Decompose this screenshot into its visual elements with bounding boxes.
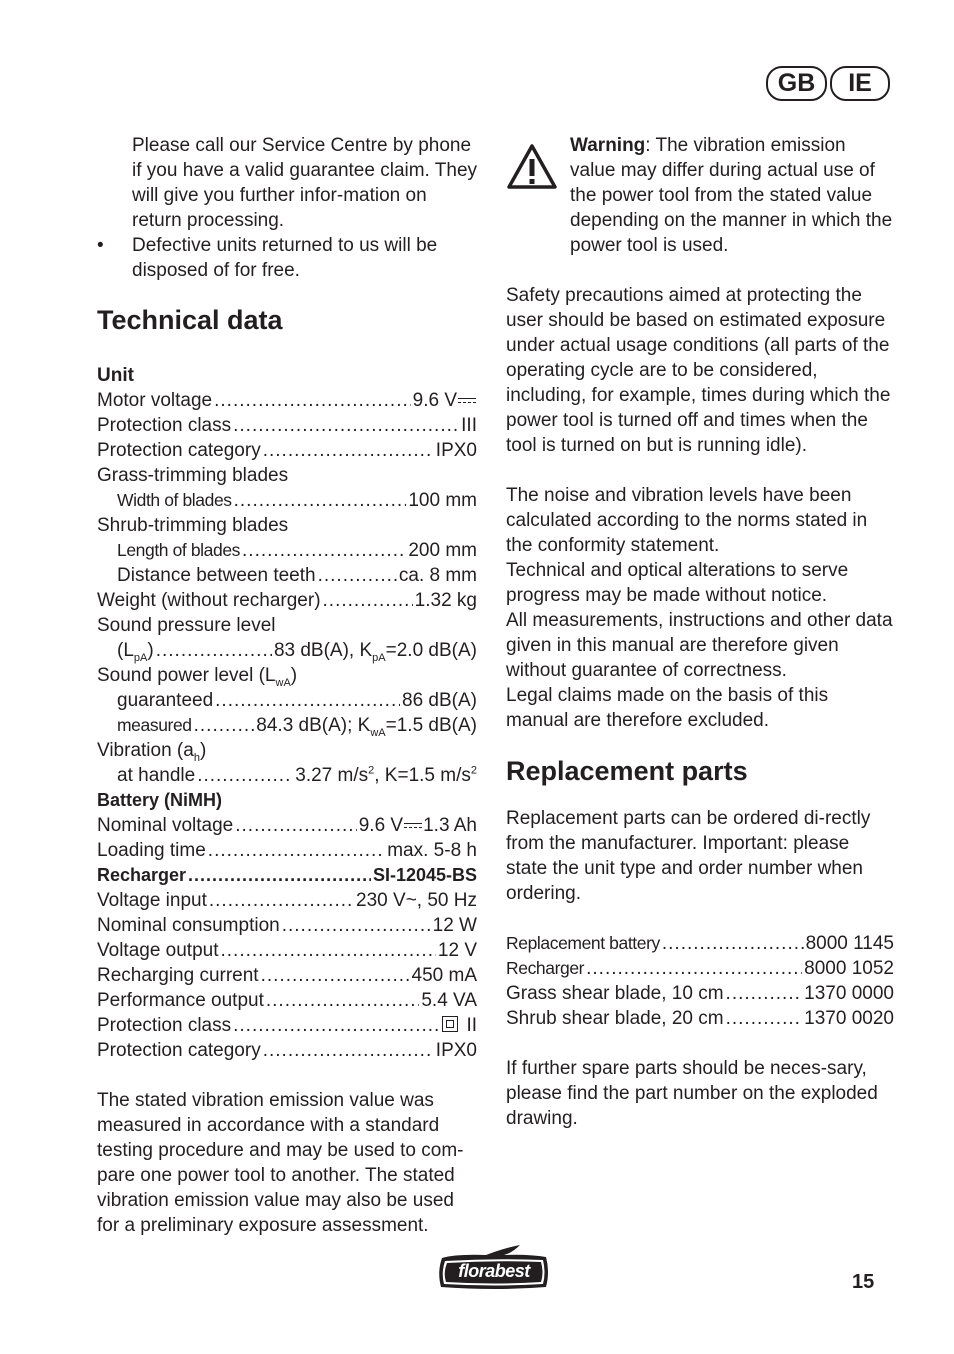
bullet-mark: • (97, 235, 104, 256)
spec-value: 5.4 VA (421, 990, 477, 1011)
logo-text: florabest (458, 1261, 530, 1281)
spec-label: measured (117, 715, 192, 735)
spec-row-recharger (97, 863, 477, 888)
part-number: 1370 0020 (804, 1008, 894, 1029)
spec-label: Protection class (97, 415, 232, 436)
spec-row-voltage-output (97, 938, 477, 963)
spec-value: 9.6 V (413, 388, 477, 413)
spec-row-protection-class (97, 413, 477, 438)
spec-label: Distance between teeth (117, 565, 316, 586)
bullet-text: Defective units returned to us will be disposed of for free. (132, 235, 438, 281)
technical-data-heading: Technical data (97, 305, 283, 335)
parts-list (506, 931, 894, 1031)
warning-text: Warning: The vibration emission value may differ during actual use of the power tool from the stated value depending on the manner in which the power tool is used. (570, 135, 893, 256)
spec-value: II (442, 1013, 477, 1038)
spec-value: IPX0 (435, 440, 477, 461)
replacement-parts-heading: Replacement parts (506, 756, 748, 786)
intro-paragraph: Please call our Service Centre by phone if you have a valid guarantee claim. They will give you further infor-mation on return processing. (132, 135, 478, 231)
part-number: 8000 1145 (805, 933, 894, 954)
dc-symbol-icon (403, 821, 423, 831)
spec-value: 9.6 V 1.3 Ah (358, 815, 477, 836)
spec-row-weight (97, 588, 477, 613)
parts-row-battery (506, 931, 894, 956)
spec-value: SI-12045-BS (372, 865, 477, 885)
spec-row-grass-blades: Grass-trimming blades (97, 465, 289, 486)
page-number: 15 (852, 1271, 875, 1293)
spec-value: 100 mm (408, 490, 477, 511)
florabest-logo (436, 1244, 551, 1290)
replacement-paragraph: Replacement parts can be ordered di-rectly from the manufacturer. Important: please state the unit type and order number when ordering. (506, 808, 871, 904)
parts-row-recharger (506, 956, 894, 981)
warning-triangle-icon (506, 143, 558, 191)
spec-value: 12 W (432, 915, 477, 936)
language-badge-gb: GB (766, 66, 827, 101)
right-column (506, 133, 894, 1131)
spec-label: Loading time (97, 840, 206, 861)
spec-row-teeth-distance (97, 563, 477, 588)
spec-value: 450 mA (411, 965, 477, 986)
spec-label: Nominal voltage (97, 815, 234, 836)
spec-row-at-handle (97, 763, 477, 788)
spec-label: Recharging current (97, 965, 259, 986)
spec-row-motor-voltage (97, 388, 477, 413)
spec-value: 83 dB(A), $K_{pA}=2.0$ dB(A) (273, 640, 477, 664)
spec-row-nominal-consumption (97, 913, 477, 938)
spec-row-sound-pressure-value (97, 638, 477, 663)
spec-row-vibration: Vibration $(a_h)$ (97, 740, 207, 764)
dc-symbol-icon (457, 396, 477, 406)
spec-value: 86 dB(A) (402, 690, 477, 711)
warning-block (506, 133, 894, 258)
spec-value: 1.32 kg (414, 590, 477, 611)
spare-parts-paragraph: If further spare parts should be neces-sary, please find the part number on the exploded drawing. (506, 1058, 878, 1129)
spec-label: at handle (117, 765, 196, 786)
spec-label: Length of blades (117, 540, 241, 560)
spec-value: ca. 8 mm (398, 565, 477, 586)
spec-row-protection-class-2 (97, 1013, 477, 1038)
technical-alterations-paragraph: Technical and optical alterations to serve progress may be made without notice. (506, 560, 849, 606)
bullet-item (97, 233, 477, 283)
spec-row-protection-category-2 (97, 1038, 477, 1063)
spec-value: III (461, 415, 477, 436)
battery-heading: Battery (NiMH) (97, 790, 223, 810)
spec-row-shrub-blades: Shrub-trimming blades (97, 515, 289, 536)
spec-row-guaranteed (97, 688, 477, 713)
spec-label: Recharger (97, 865, 187, 885)
spec-value: 230 V~, 50 Hz (356, 890, 477, 911)
spec-value: max. 5-8 h (387, 840, 477, 861)
spec-row-performance-output (97, 988, 477, 1013)
spec-row-sound-pressure: Sound pressure level (97, 615, 276, 636)
part-label: Replacement battery (506, 933, 660, 953)
spec-label: Motor voltage (97, 390, 213, 411)
spec-label: Protection class (97, 1015, 232, 1036)
spec-row-length-blades (97, 538, 477, 563)
measurements-paragraph: All measurements, instructions and other data given in this manual are therefore given without guarantee of correctness. (506, 610, 893, 681)
spec-label: Voltage input (97, 890, 207, 911)
part-number: 8000 1052 (804, 958, 894, 979)
spec-label: Voltage output (97, 940, 219, 961)
spec-row-width-blades (97, 488, 477, 513)
spec-label: Nominal consumption (97, 915, 280, 936)
double-insulation-icon (442, 1016, 458, 1032)
spec-row-voltage-input (97, 888, 477, 913)
spec-value: 3.27 $m/s^2$, K=1.5 $m/s^2$ (295, 764, 477, 786)
parts-row-grass-blade (506, 981, 894, 1006)
spec-value: 200 mm (408, 540, 477, 561)
spec-label: guaranteed (117, 690, 214, 711)
safety-paragraph: Safety precautions aimed at protecting the user should be based on estimated exposure under actual usage conditions (all parts of the operating cycle are to be considered, including, for example, times during which the power tool is turned off and times when the tool is turned on but is running idle). (506, 285, 891, 456)
spec-value: 12 V (437, 940, 477, 961)
unit-heading: Unit (97, 365, 134, 386)
parts-row-shrub-blade (506, 1006, 894, 1031)
spec-label: Protection category (97, 440, 261, 461)
part-label: Grass shear blade, 10 cm (506, 983, 724, 1004)
spec-row-protection-category (97, 438, 477, 463)
spec-label: $(L_{pA})$ (117, 640, 154, 664)
part-number: 1370 0000 (804, 983, 894, 1004)
part-label: Shrub shear blade, 20 cm (506, 1008, 724, 1029)
spec-label: Performance output (97, 990, 264, 1011)
language-badge-ie: IE (830, 66, 890, 101)
technical-data-table (97, 363, 477, 1063)
spec-row-nominal-voltage (97, 813, 477, 838)
part-label: Recharger (506, 958, 585, 978)
spec-label: Width of blades (117, 490, 232, 510)
spec-label: Weight (without recharger) (97, 590, 321, 611)
spec-row-measured (97, 713, 477, 738)
legal-claims-paragraph: Legal claims made on the basis of this manual are therefore excluded. (506, 685, 829, 731)
noise-paragraph: The noise and vibration levels have been calculated according to the norms stated in the conformity statement. (506, 485, 868, 556)
spec-value: IPX0 (435, 1040, 477, 1061)
spec-value: 84.3 dB(A); $K_{wA}=1.5$ dB(A) (256, 715, 477, 739)
vibration-paragraph: The stated vibration emission value was measured in accordance with a standard testing procedure and may be used to com-pare one power tool to another. The stated vibration emission value may also be used for a preliminary exposure assessment. (97, 1090, 464, 1236)
spec-label: Protection category (97, 1040, 261, 1061)
spec-row-recharging-current (97, 963, 477, 988)
spec-row-sound-power: Sound power level $(L_{wA})$ (97, 665, 298, 689)
spec-row-loading-time (97, 838, 477, 863)
left-column (97, 133, 477, 1238)
